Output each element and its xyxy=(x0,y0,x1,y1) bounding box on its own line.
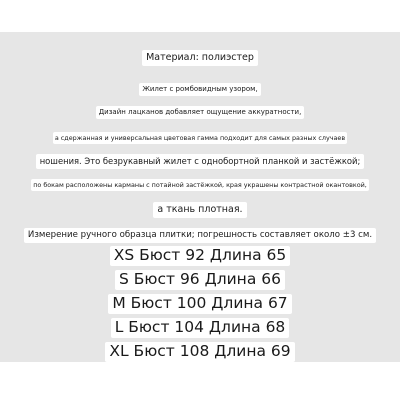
description-line-4: ношения. Это безрукавный жилет с однобортной планкой и застёжкой; xyxy=(36,154,365,169)
size-s: S Бюст 96 Длина 66 xyxy=(115,270,285,290)
content-panel xyxy=(0,32,400,362)
size-m: M Бюст 100 Длина 67 xyxy=(108,294,291,314)
material-label: Материал: полиэстер xyxy=(142,50,258,66)
description-line-2: Дизайн лацканов добавляет ощущение аккуратности, xyxy=(96,106,305,119)
size-xs: XS Бюст 92 Длина 65 xyxy=(110,246,291,266)
description-line-6: а ткань плотная. xyxy=(153,202,246,218)
size-xl: XL Бюст 108 Длина 69 xyxy=(105,342,294,362)
measurement-note: Измерение ручного образца плитки; погрешность составляет около ±3 см. xyxy=(24,228,376,243)
description-line-5: по бокам расположены карманы с потайной застёжкой, края украшены контрастной окантовкой, xyxy=(33,181,367,189)
description-line-1: Жилет с ромбовидным узором, xyxy=(139,83,260,96)
description-line-3: а сдержанная и универсальная цветовая гамма подходит для самых разных случаев xyxy=(54,134,346,142)
size-l: L Бюст 104 Длина 68 xyxy=(111,318,290,338)
